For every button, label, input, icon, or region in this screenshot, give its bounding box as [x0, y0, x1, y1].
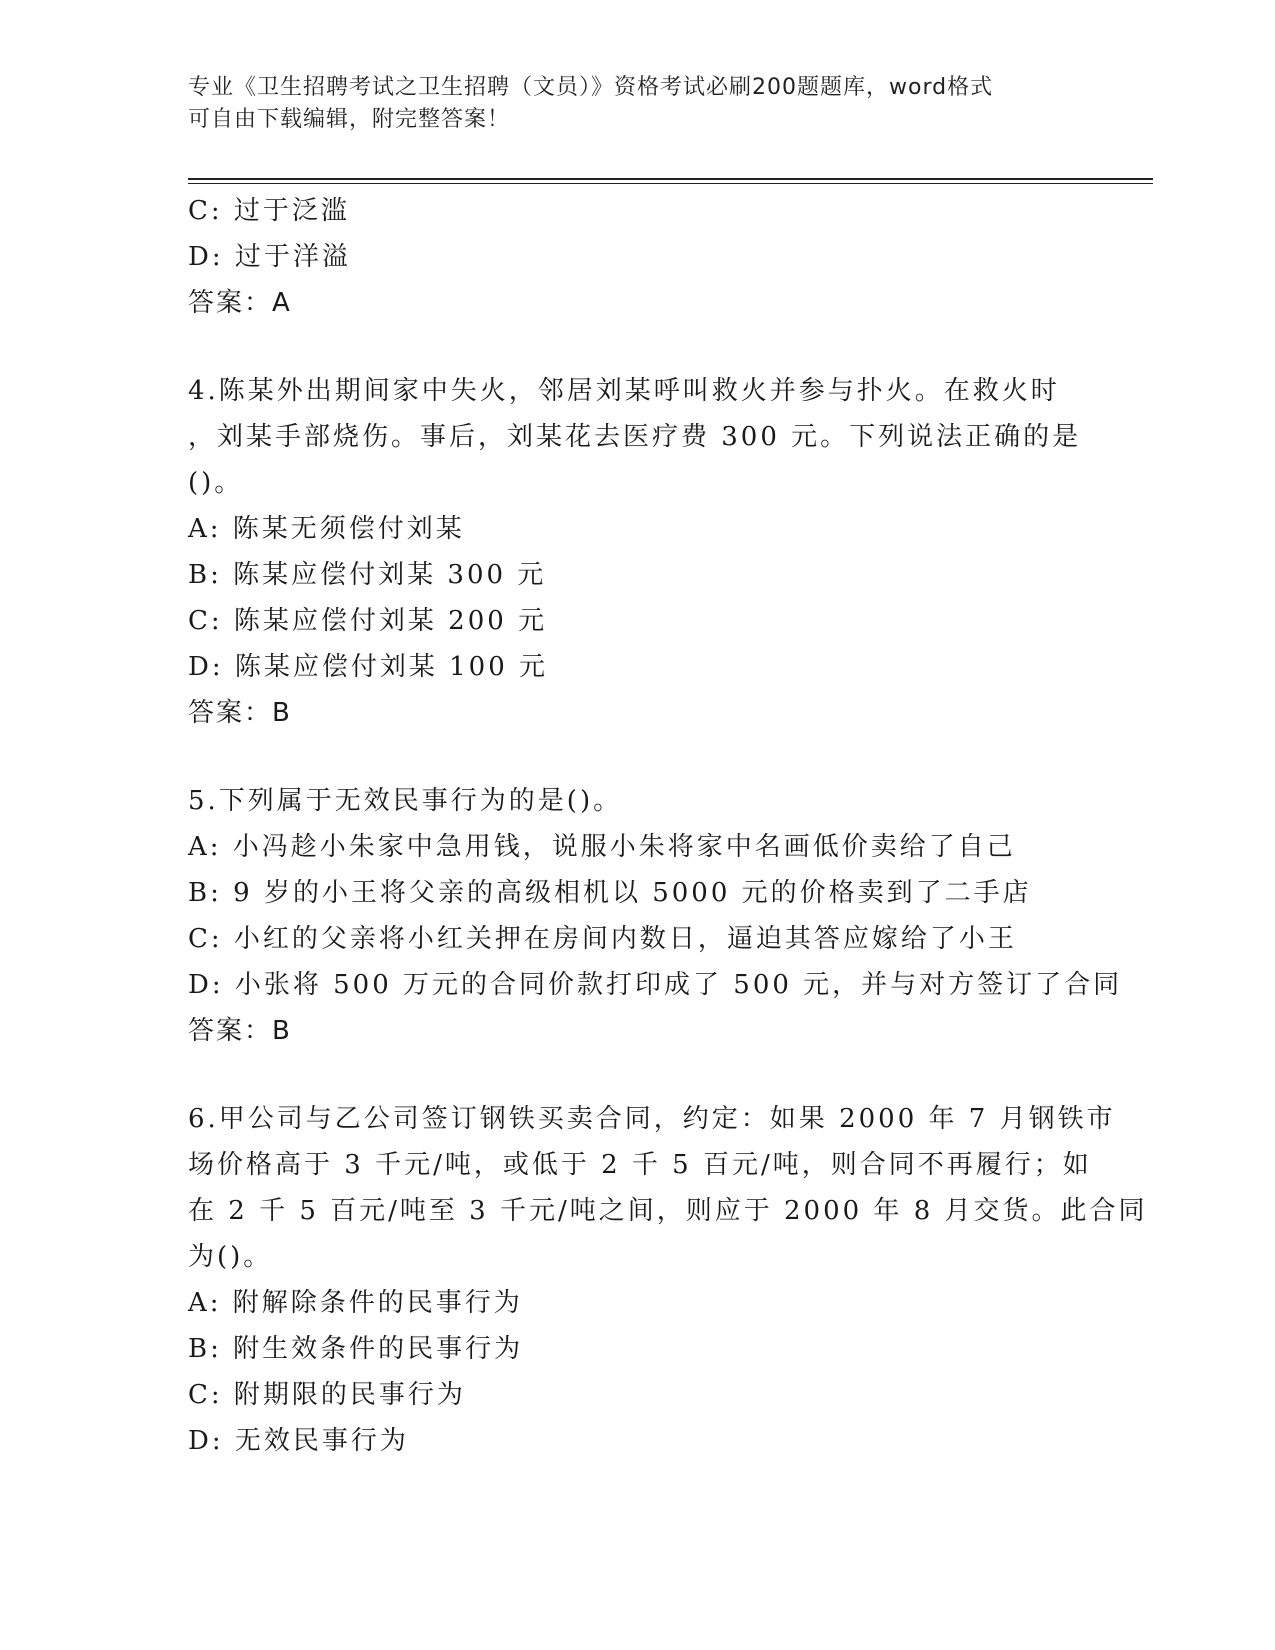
q4-stem-line-2: ，刘某手部烧伤。事后，刘某花去医疗费 300 元。下列说法正确的是: [188, 422, 1082, 452]
q6-option-a: A: 附解除条件的民事行为: [188, 1288, 523, 1318]
q6-stem-line-2: 场价格高于 3 千元/吨，或低于 2 千 5 百元/吨，则合同不再履行；如: [188, 1150, 1092, 1180]
q4-option-a: A: 陈某无须偿付刘某: [188, 514, 465, 544]
document-header: [188, 72, 1088, 136]
q3-answer: 答案：A: [188, 288, 292, 318]
q5-option-a: A: 小冯趁小朱家中急用钱，说服小朱将家中名画低价卖给了自己: [188, 832, 1016, 862]
spacer: [188, 1054, 1088, 1096]
document-body: [188, 188, 1148, 1464]
q6-stem-line-3: 在 2 千 5 百元/吨至 3 千元/吨之间，则应于 2000 年 8 月交货。此合同: [188, 1196, 1148, 1226]
q4-stem-line-1: 4.陈某外出期间家中失火，邻居刘某呼叫救火并参与扑火。在救火时: [188, 376, 1060, 406]
spacer: [188, 736, 1088, 778]
q4-option-d: D: 陈某应偿付刘某 100 元: [188, 652, 549, 682]
header-line-2: 可自由下载编辑，附完整答案！: [188, 107, 511, 132]
spacer: [188, 326, 1088, 368]
q5-option-c: C: 小红的父亲将小红关押在房间内数日，逼迫其答应嫁给了小王: [188, 924, 1017, 954]
q4-option-b: B: 陈某应偿付刘某 300 元: [188, 560, 547, 590]
q4-option-c: C: 陈某应偿付刘某 200 元: [188, 606, 548, 636]
q6-stem-line-1: 6.甲公司与乙公司签订钢铁买卖合同，约定：如果 2000 年 7 月钢铁市: [188, 1104, 1116, 1134]
q6-stem-line-4: 为()。: [188, 1242, 273, 1272]
q3-option-d: D: 过于洋溢: [188, 242, 351, 272]
header-rule-thick: [188, 178, 1153, 180]
q5-option-b: B: 9 岁的小王将父亲的高级相机以 5000 元的价格卖到了二手店: [188, 878, 1032, 908]
header-line-1: 专业《卫生招聘考试之卫生招聘（文员）》资格考试必刷200题题库，word格式: [188, 75, 994, 100]
q6-option-c: C: 附期限的民事行为: [188, 1380, 466, 1410]
q4-stem-line-3: ()。: [188, 468, 244, 498]
q6-option-b: B: 附生效条件的民事行为: [188, 1334, 524, 1364]
q5-stem-line-1: 5.下列属于无效民事行为的是()。: [188, 786, 623, 816]
q3-option-c: C: 过于泛滥: [188, 196, 350, 226]
q5-answer: 答案：B: [188, 1016, 292, 1046]
q5-option-d: D: 小张将 500 万元的合同价款打印成了 500 元，并与对方签订了合同: [188, 970, 1123, 1000]
q6-option-d: D: 无效民事行为: [188, 1426, 409, 1456]
header-rule-thin: [188, 183, 1153, 184]
q4-answer: 答案：B: [188, 698, 292, 728]
